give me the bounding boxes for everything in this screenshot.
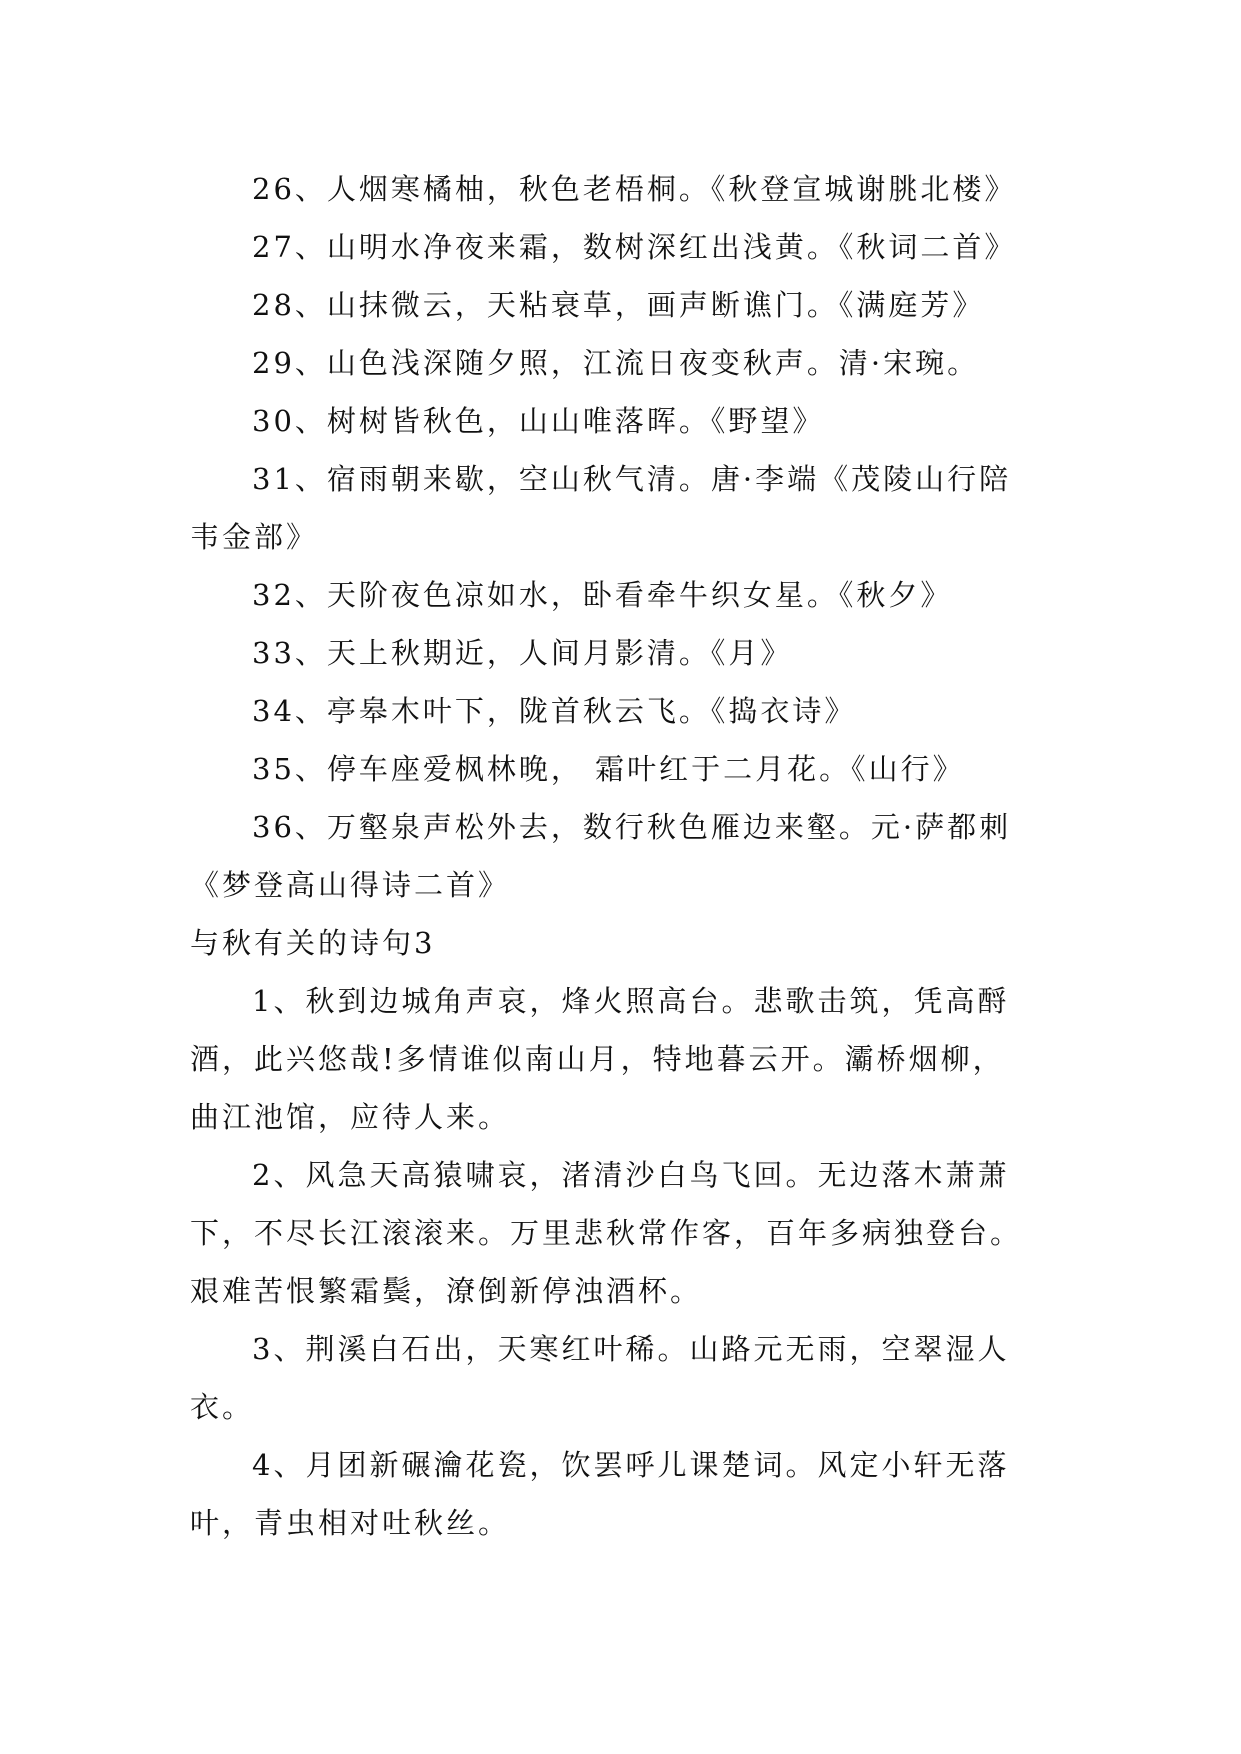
poem-36-continued: 《梦登高山得诗二首》: [190, 868, 511, 902]
poem-2-continued-b: 艰难苦恨繁霜鬓，潦倒新停浊酒杯。: [190, 1274, 703, 1308]
poem-33: 33、天上秋期近，人间月影清。《月》: [252, 636, 793, 670]
poem-1-continued-b: 曲江池馆，应待人来。: [190, 1100, 511, 1134]
poem-34: 34、亭皋木叶下，陇首秋云飞。《捣衣诗》: [252, 694, 857, 728]
poem-30: 30、树树皆秋色，山山唯落晖。《野望》: [252, 404, 825, 438]
poem-26: 26、人烟寒橘柚，秋色老梧桐。《秋登宣城谢朓北楼》: [252, 172, 1017, 206]
poem-1: 1、秋到边城角声哀，烽火照高台。悲歌击筑，凭高酹: [252, 984, 1010, 1018]
poem-1-continued-a: 酒，此兴悠哉!多情谁似南山月，特地暮云开。灞桥烟柳，: [190, 1042, 1005, 1076]
poem-28: 28、山抹微云，天粘衰草，画声断谯门。《满庭芳》: [252, 288, 985, 322]
poem-31: 31、宿雨朝来歇，空山秋气清。唐·李端《茂陵山行陪: [252, 462, 1012, 496]
poem-32: 32、天阶夜色凉如水，卧看牵牛织女星。《秋夕》: [252, 578, 953, 612]
poem-27: 27、山明水净夜来霜，数树深红出浅黄。《秋词二首》: [252, 230, 1017, 264]
poem-35: 35、停车座爱枫林晚， 霜叶红于二月花。《山行》: [252, 752, 965, 786]
poem-36: 36、万壑泉声松外去，数行秋色雁边来壑。元·萨都刺: [252, 810, 1012, 844]
poem-2: 2、风急天高猿啸哀，渚清沙白鸟飞回。无边落木萧萧: [252, 1158, 1010, 1192]
poem-31-continued: 韦金部》: [190, 520, 319, 554]
section-heading: 与秋有关的诗句3: [190, 926, 436, 960]
poem-4-continued: 叶，青虫相对吐秋丝。: [190, 1506, 511, 1540]
poem-3-continued: 衣。: [190, 1390, 255, 1424]
poem-3: 3、荆溪白石出，天寒红叶稀。山路元无雨，空翠湿人: [252, 1332, 1010, 1366]
poem-list: [190, 160, 1070, 1552]
poem-29: 29、山色浅深随夕照，江流日夜变秋声。清·宋琬。: [252, 346, 980, 380]
poem-2-continued-a: 下，不尽长江滚滚来。万里悲秋常作客，百年多病独登台。: [190, 1216, 1023, 1250]
poem-4: 4、月团新碾瀹花瓷，饮罢呼儿课楚词。风定小轩无落: [252, 1448, 1010, 1482]
